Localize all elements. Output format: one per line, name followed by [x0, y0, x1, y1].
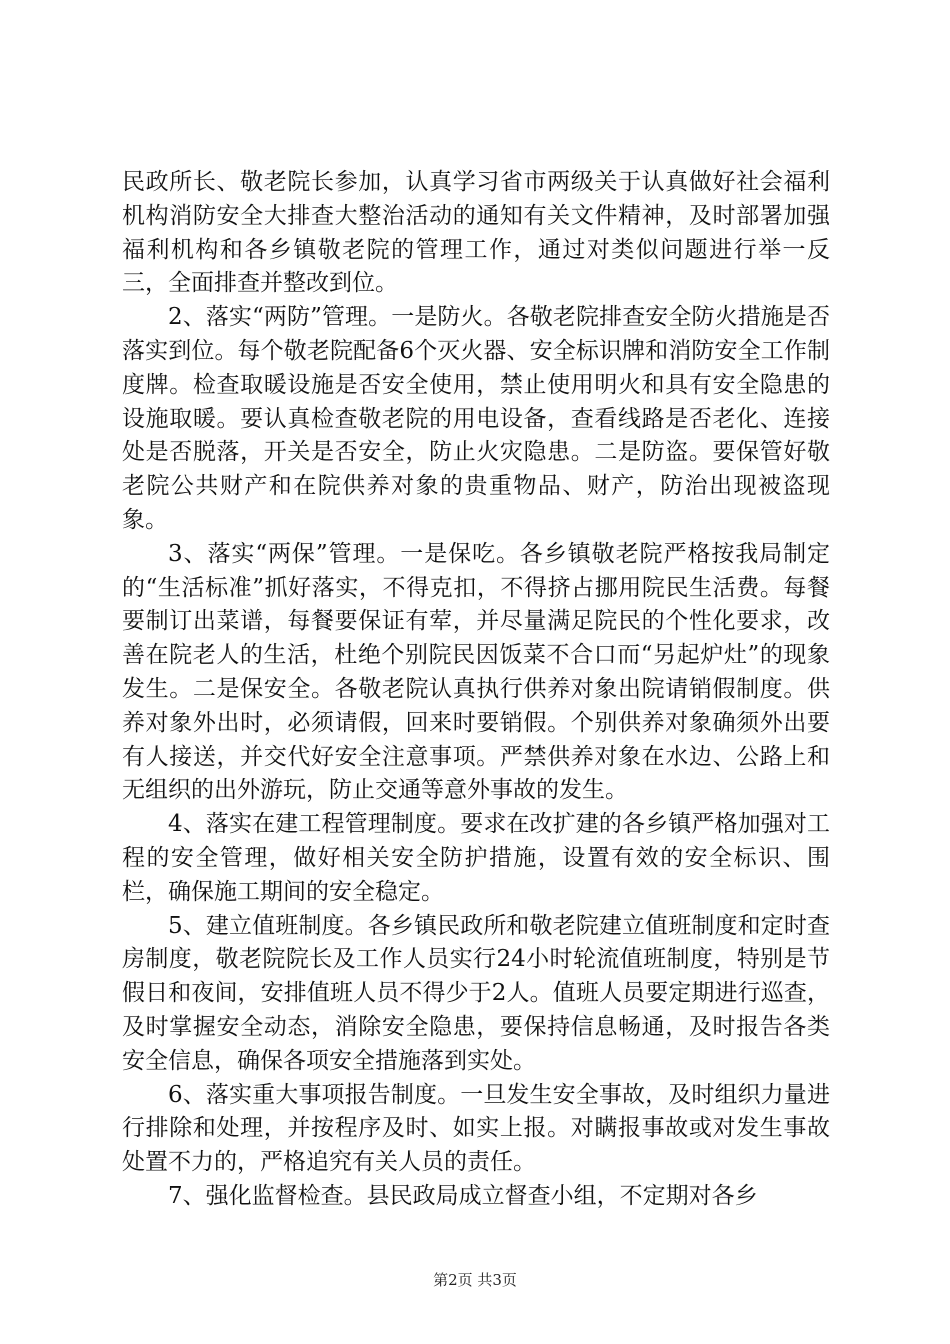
paragraph-6: 6、落实重大事项报告制度。一旦发生安全事故，及时组织力量进行排除和处理，并按程序及时、如实上报。对瞒报事故或对发生事故处置不力的，严格追究有关人员的责任。: [122, 1081, 830, 1176]
paragraph-1: 民政所长、敬老院长参加，认真学习省市两级关于认真做好社会福利机构消防安全大排查大整治活动的通知有关文件精神，及时部署加强福利机构和各乡镇敬老院的管理工作，通过对类似问题进行举一反三，全面排查并整改到位。: [122, 169, 830, 297]
paragraph-4: 4、落实在建工程管理制度。要求在改扩建的各乡镇严格加强对工程的安全管理，做好相关安全防护措施，设置有效的安全标识、围栏，确保施工期间的安全稳定。: [122, 811, 830, 905]
paragraph-7: 7、强化监督检查。县民政局成立督查小组，不定期对各乡: [168, 1182, 758, 1209]
page-number-footer: 第2页 共3页: [433, 1271, 517, 1289]
paragraph-5: 5、建立值班制度。各乡镇民政所和敬老院建立值班制度和定时查房制度，敬老院院长及工作人员实行24小时轮流值班制度，特别是节假日和夜间，安排值班人员不得少于2人。值班人员要定期进行巡查，及时掌握安全动态，消除安全隐患，要保持信息畅通，及时报告各类安全信息，确保各项安全措施落到实处。: [122, 912, 830, 1074]
paragraph-2: 2、落实“两防”管理。一是防火。各敬老院排查安全防火措施是否落实到位。每个敬老院配备6个灭火器、安全标识牌和消防安全工作制度牌。检查取暖设施是否安全使用，禁止使用明火和具有安全隐患的设施取暖。要认真检查敬老院的用电设备，查看线路是否老化、连接处是否脱落，开关是否安全，防止火灾隐患。二是防盗。要保管好敬老院公共财产和在院供养对象的贵重物品、财产，防治出现被盗现象。: [122, 304, 830, 533]
body-text: [122, 166, 830, 1214]
paragraph-3: 3、落实“两保”管理。一是保吃。各乡镇敬老院严格按我局制定的“生活标准”抓好落实，不得克扣，不得挤占挪用院民生活费。每餐要制订出菜谱，每餐要保证有荤，并尽量满足院民的个性化要求，改善在院老人的生活，杜绝个别院民因饭菜不合口而“另起炉灶”的现象发生。二是保安全。各敬老院认真执行供养对象出院请销假制度。供养对象外出时，必须请假，回来时要销假。个别供养对象确须外出要有人接送，并交代好安全注意事项。严禁供养对象在水边、公路上和无组织的出外游玩，防止交通等意外事故的发生。: [122, 540, 830, 804]
